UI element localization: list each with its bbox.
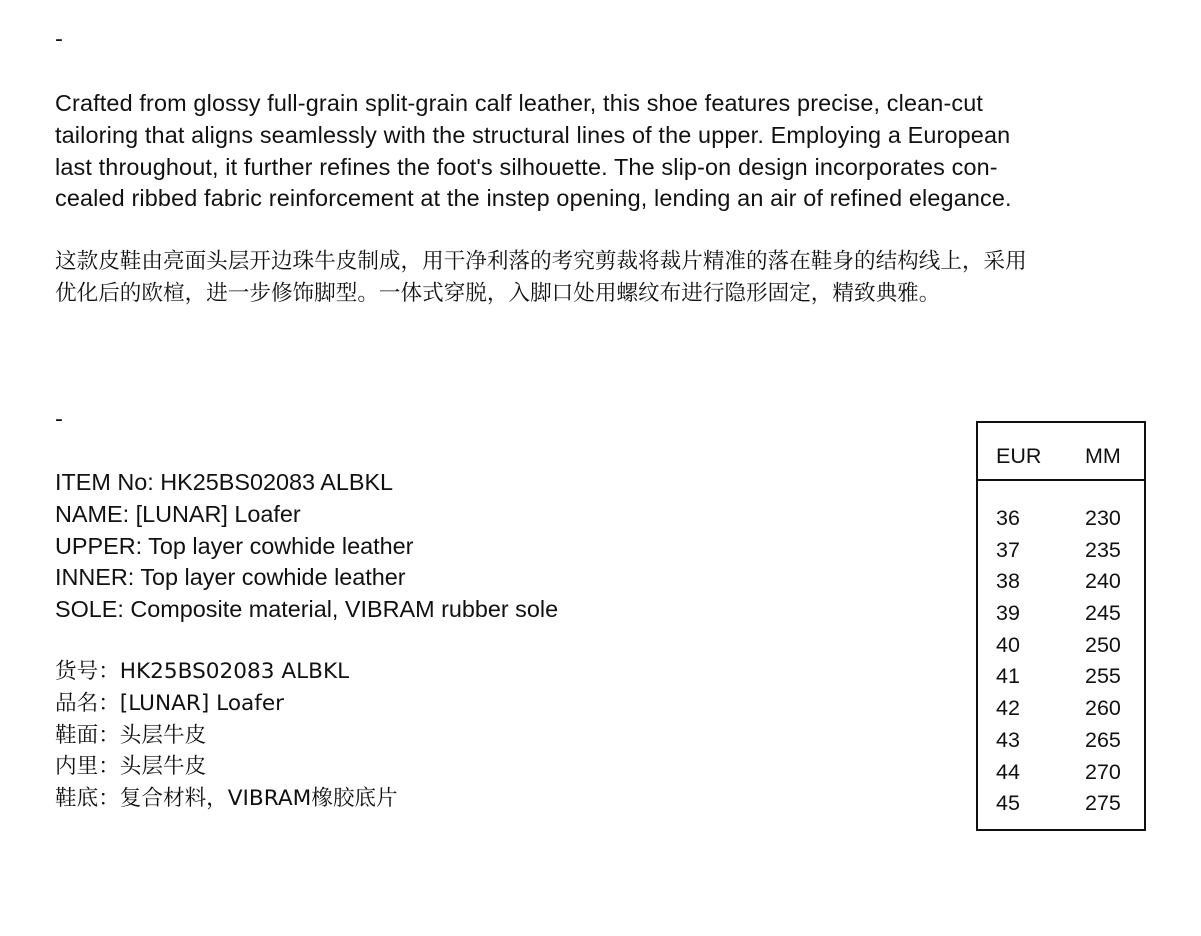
size-eur: 43 xyxy=(996,727,1020,752)
size-row xyxy=(978,503,1144,535)
size-mm: 255 xyxy=(1085,664,1121,689)
size-eur: 42 xyxy=(996,696,1020,721)
description-english-line: cealed ribbed fabric reinforcement at the instep opening, lending an air of refined elegance. xyxy=(55,185,1012,212)
spec-sole-zh: 鞋底：复合材料，VIBRAM橡胶底片 xyxy=(55,786,398,812)
description-english-line: Crafted from glossy full-grain split-grain calf leather, this shoe features precise, clean-cut xyxy=(55,90,984,116)
description-chinese-line: 这款皮鞋由亮面头层开边珠牛皮制成，用干净利落的考究剪裁将裁片精准的落在鞋身的结构线上，采用 xyxy=(55,249,1027,274)
size-mm: 240 xyxy=(1085,569,1121,594)
size-eur: 41 xyxy=(996,664,1020,689)
description-chinese-line: 优化后的欧楦，进一步修饰脚型。一体式穿脱，入脚口处用螺纹布进行隐形固定，精致典雅。 xyxy=(55,280,941,306)
size-eur: 40 xyxy=(996,632,1020,657)
description-english-line: tailoring that aligns seamlessly with the structural lines of the upper. Employing a European xyxy=(55,121,1011,148)
size-eur: 44 xyxy=(996,759,1020,784)
size-eur: 38 xyxy=(996,569,1020,594)
specs-english xyxy=(55,467,558,626)
separator-middle: - xyxy=(55,407,63,432)
size-mm: 270 xyxy=(1085,759,1121,784)
spec-item-number: ITEM No: HK25BS02083 ALBKL xyxy=(55,469,394,495)
size-row xyxy=(978,693,1144,725)
description-chinese xyxy=(55,246,1150,310)
size-row xyxy=(978,788,1144,820)
size-row xyxy=(978,566,1144,598)
size-row xyxy=(978,757,1144,789)
separator-top: - xyxy=(55,27,63,52)
spec-upper: UPPER: Top layer cowhide leather xyxy=(55,532,414,559)
spec-name-zh: 品名：[LUNAR] Loafer xyxy=(55,690,285,716)
spec-name: NAME: [LUNAR] Loafer xyxy=(55,500,301,527)
description-english-line: last throughout, it further refines the foot's silhouette. The slip-on design incorporates con- xyxy=(55,153,998,180)
spec-sole: SOLE: Composite material, VIBRAM rubber sole xyxy=(55,596,559,623)
size-row xyxy=(978,661,1144,693)
size-mm: 245 xyxy=(1085,601,1121,626)
size-eur: 39 xyxy=(996,601,1020,626)
size-chart-header-mm: MM xyxy=(1085,444,1121,468)
size-mm: 230 xyxy=(1085,506,1121,530)
size-mm: 235 xyxy=(1085,537,1121,562)
size-mm: 260 xyxy=(1085,696,1121,721)
size-mm: 275 xyxy=(1085,791,1121,816)
spec-upper-zh: 鞋面：头层牛皮 xyxy=(55,722,207,748)
size-chart-body xyxy=(978,503,1144,820)
description-english xyxy=(55,88,1150,215)
spec-inner: INNER: Top layer cowhide leather xyxy=(55,564,406,591)
size-eur: 36 xyxy=(996,506,1020,530)
spec-inner-zh: 内里：头层牛皮 xyxy=(55,754,207,780)
size-row xyxy=(978,598,1144,630)
size-eur: 37 xyxy=(996,537,1020,562)
size-row xyxy=(978,725,1144,757)
size-chart xyxy=(976,421,1146,831)
size-row xyxy=(978,630,1144,662)
size-eur: 45 xyxy=(996,791,1020,816)
size-chart-header-eur: EUR xyxy=(996,444,1042,468)
spec-item-number-zh: 货号：HK25BS02083 ALBKL xyxy=(55,659,350,684)
size-row xyxy=(978,535,1144,567)
size-mm: 250 xyxy=(1085,632,1121,657)
size-mm: 265 xyxy=(1085,727,1121,752)
size-chart-header xyxy=(978,423,1144,481)
specs-chinese xyxy=(55,656,398,815)
